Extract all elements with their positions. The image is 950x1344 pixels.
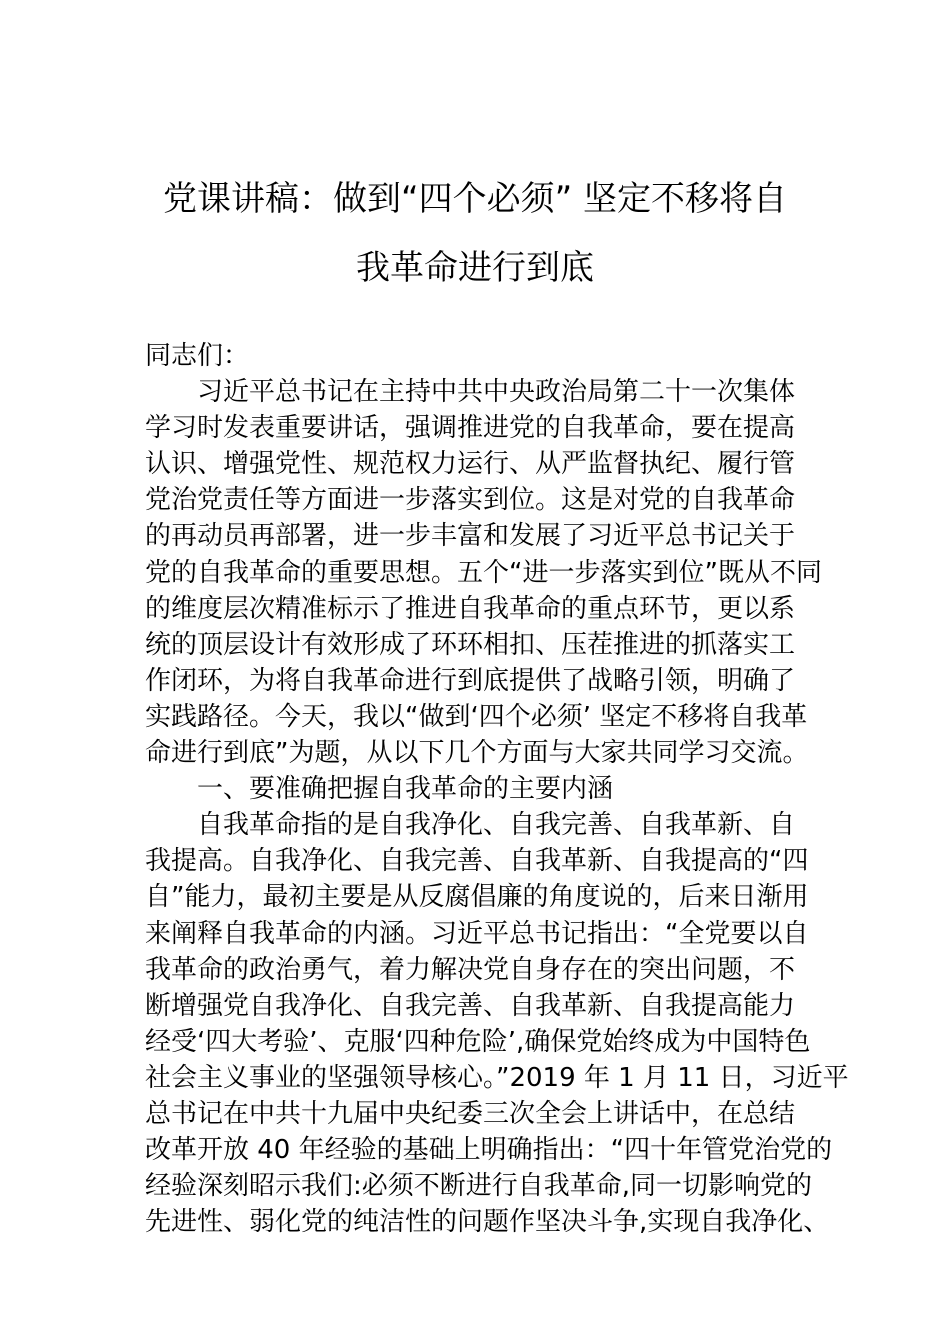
document-title-line-2: 我革命进行到底 [356,248,594,288]
paragraph-line: 习近平总书记在主持中共中央政治局第二十一次集体 [197,377,796,408]
paragraph-line: 党治党责任等方面进一步落实到位。这是对党的自我革命 [145,485,796,516]
paragraph-line: 总书记在中共十九届中央纪委三次全会上讲话中，在总结 [145,1098,796,1129]
paragraph-line: 我提高。自我净化、自我完善、自我革新、自我提高的“四 [145,846,809,877]
paragraph-line: 我革命的政治勇气，着力解决党自身存在的突出问题，不 [145,954,796,985]
paragraph-line: 社会主义事业的坚强领导核心。”2019 年 1 月 11 日，习近平 [145,1062,849,1093]
paragraph-line: 认识、增强党性、规范权力运行、从严监督执纪、履行管 [145,449,796,480]
paragraph-line: 实践路径。今天，我以“做到‘四个必须’ 坚定不移将自我革 [145,701,808,732]
paragraph-line: 自我革命指的是自我净化、自我完善、自我革新、自 [197,810,796,841]
paragraph-line: 断增强党自我净化、自我完善、自我革新、自我提高能力 [145,990,796,1021]
paragraph-line: 经受‘四大考验’、克服‘四种危险’,确保党始终成为中国特色 [145,1026,811,1057]
paragraph-line: 作闭环，为将自我革命进行到底提供了战略引领，明确了 [145,665,796,696]
paragraph-line: 经验深刻昭示我们:必须不断进行自我革命,同一切影响党的 [145,1171,813,1202]
paragraph-line: 改革开放 40 年经验的基础上明确指出：“四十年管党治党的 [145,1135,833,1166]
paragraph-line: 先进性、弱化党的纯洁性的问题作坚决斗争,实现自我净化、 [145,1207,830,1238]
paragraph-line: 党的自我革命的重要思想。五个“进一步落实到位”既从不同 [145,557,822,588]
document-title-line-1: 党课讲稿：做到“四个必须” 坚定不移将自 [162,179,788,219]
salutation: 同志们： [145,341,250,371]
paragraph-line: 的再动员再部署，进一步丰富和发展了习近平总书记关于 [145,521,796,552]
section-heading: 一、要准确把握自我革命的主要内涵 [197,774,614,805]
paragraph-line: 命进行到底”为题，从以下几个方面与大家共同学习交流。 [145,738,809,769]
paragraph-line: 自”能力，最初主要是从反腐倡廉的角度说的，后来日渐用 [145,882,809,913]
paragraph-line: 来阐释自我革命的内涵。习近平总书记指出：“全党要以自 [145,918,809,949]
paragraph-line: 学习时发表重要讲话，强调推进党的自我革命，要在提高 [145,413,796,444]
document-body [145,338,849,1240]
paragraph-line: 的维度层次精准标示了推进自我革命的重点环节，更以系 [145,593,796,624]
paragraph-line: 统的顶层设计有效形成了环环相扣、压茬推进的抓落实工 [145,629,796,660]
